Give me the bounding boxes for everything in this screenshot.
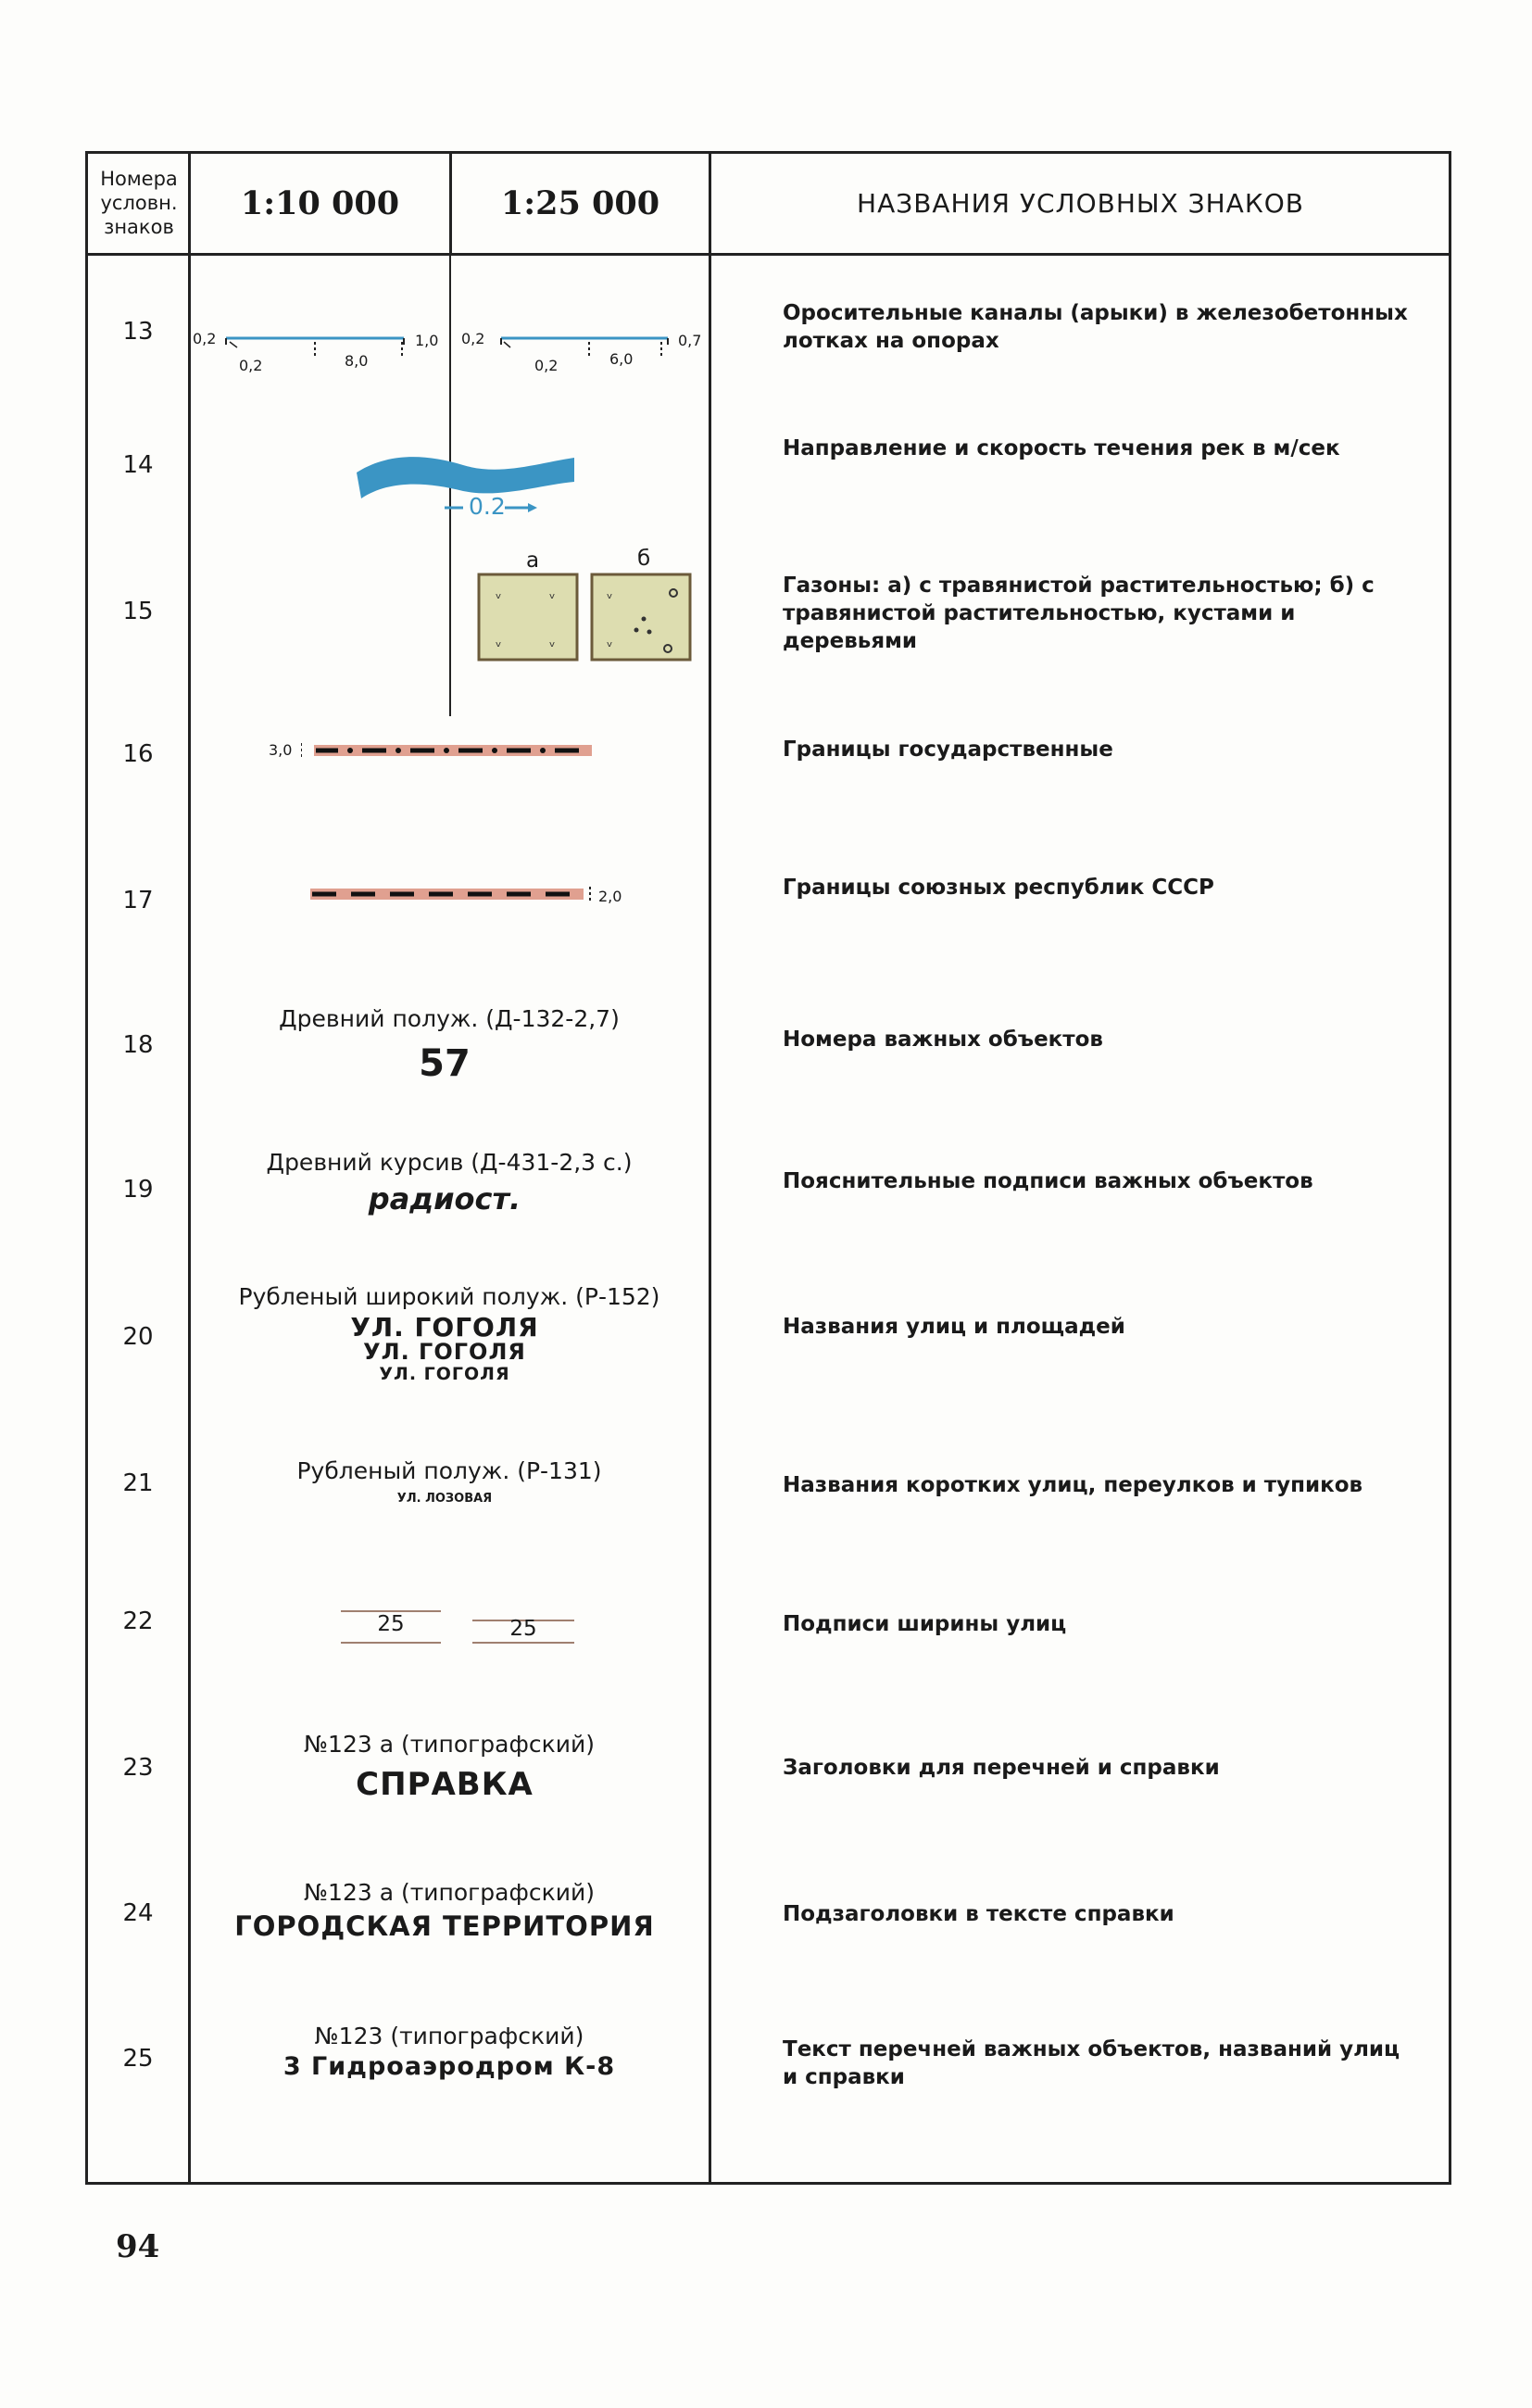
row-description: Направление и скорость течения рек в м/сек: [783, 436, 1340, 460]
row-number: 20: [122, 1323, 154, 1351]
canal-dim-sub-25000: 0,2: [534, 357, 559, 374]
row-description: Оросительные каналы (арыки) в железобетонных лотках на опорах: [783, 301, 1408, 353]
col-divider-names: [709, 151, 711, 2185]
svg-text:ᵥ: ᵥ: [549, 585, 556, 602]
header-scale-25000: 1:25 000: [500, 183, 660, 222]
row-description: Названия улиц и площадей: [783, 1315, 1125, 1339]
lawn-label-b: б: [637, 547, 651, 571]
state-border-symbol: [301, 739, 597, 762]
sample-street-medium: УЛ. ГОГОЛЯ: [363, 1339, 526, 1365]
row-description: Газоны: а) с травянистой растительностью; б) с травянистой растительностью, кустами и деревьями: [783, 574, 1375, 653]
row-number: 19: [122, 1176, 154, 1204]
row-number: 18: [122, 1031, 154, 1059]
svg-text:ᵥ: ᵥ: [607, 633, 613, 650]
canal-dim-sub-10000: 0,2: [239, 357, 263, 374]
row-description: Границы государственные: [783, 738, 1113, 762]
svg-text:ᵥ: ᵥ: [607, 585, 613, 602]
row-number: 22: [122, 1607, 154, 1635]
row-description: Названия коротких улиц, переулков и тупиков: [783, 1473, 1363, 1497]
font-spec: №123 (типографский): [314, 2023, 584, 2049]
header-scale-10000: 1:10 000: [240, 183, 400, 222]
row-number: 21: [122, 1469, 154, 1497]
sample-heading: СПРАВКА: [356, 1766, 534, 1803]
sample-object-number: 57: [419, 1042, 471, 1085]
row-number: 13: [122, 318, 154, 346]
border-dim-label: 3,0: [269, 741, 293, 759]
header-divider: [85, 253, 1451, 256]
river-symbol: [352, 445, 584, 519]
page-number: 94: [116, 2228, 160, 2265]
font-spec: Рубленый полуж. (Р-131): [296, 1457, 602, 1484]
lawn-symbols: [477, 573, 699, 665]
col-divider-number: [188, 151, 191, 2185]
row-description: Границы союзных республик СССР: [783, 876, 1214, 900]
river-speed-label: 0.2: [469, 493, 506, 520]
row-description: Подзаголовки в тексте справки: [783, 1902, 1174, 1926]
street-width-1: 25: [377, 1612, 405, 1636]
row-number: 23: [122, 1754, 154, 1782]
republic-border-dim: 2,0: [598, 888, 622, 905]
canal-dim-mid-10000: 8,0: [345, 352, 369, 370]
row-description: Заголовки для перечней и справки: [783, 1756, 1220, 1780]
canal-dim-mid-25000: 6,0: [609, 350, 634, 368]
sample-caption: радиост.: [368, 1181, 521, 1217]
header-number: Номера условн. знаков: [100, 168, 178, 238]
row-description: Номера важных объектов: [783, 1027, 1103, 1052]
font-spec: №123 а (типографский): [304, 1879, 595, 1906]
row-description: Пояснительные подписи важных объектов: [783, 1169, 1313, 1193]
canal-dim-left-25000: 0,2: [461, 330, 485, 347]
svg-text:ᵥ: ᵥ: [496, 633, 502, 650]
font-spec: Древний полуж. (Д-132-2,7): [279, 1005, 620, 1032]
canal-dim-left-10000: 0,2: [193, 330, 217, 347]
sample-street-small: УЛ. ГОГОЛЯ: [379, 1364, 510, 1384]
font-spec: №123 а (типографский): [304, 1731, 595, 1758]
row-number: 24: [122, 1899, 154, 1927]
street-width-2: 25: [509, 1617, 537, 1641]
font-spec: Рубленый широкий полуж. (Р-152): [238, 1283, 660, 1310]
lawn-label-a: а: [526, 548, 540, 573]
sample-subheading: ГОРОДСКАЯ ТЕРРИТОРИЯ: [234, 1910, 655, 1942]
republic-border-symbol: [310, 883, 607, 905]
row-description: Текст перечней важных объектов, названий улиц и справки: [783, 2037, 1400, 2089]
canal-dim-right-25000: 0,7: [678, 332, 702, 349]
row-number: 16: [122, 740, 154, 768]
row-number: 15: [122, 598, 154, 625]
font-spec: Древний курсив (Д-431-2,3 с.): [266, 1149, 633, 1176]
row-description: Подписи ширины улиц: [783, 1612, 1067, 1636]
sample-street-large: УЛ. ГОГОЛЯ: [350, 1312, 539, 1343]
row-number: 25: [122, 2045, 154, 2073]
row-number: 17: [122, 887, 154, 914]
sample-short-street: УЛ. ЛОЗОВАЯ: [396, 1492, 493, 1506]
row-number: 14: [122, 451, 154, 479]
header-names: НАЗВАНИЯ УСЛОВНЫХ ЗНАКОВ: [857, 187, 1304, 219]
sample-body-text: 3 Гидроаэродром К-8: [283, 2052, 616, 2081]
canal-dim-right-10000: 1,0: [415, 332, 439, 349]
svg-text:ᵥ: ᵥ: [496, 585, 502, 602]
svg-text:ᵥ: ᵥ: [549, 633, 556, 650]
